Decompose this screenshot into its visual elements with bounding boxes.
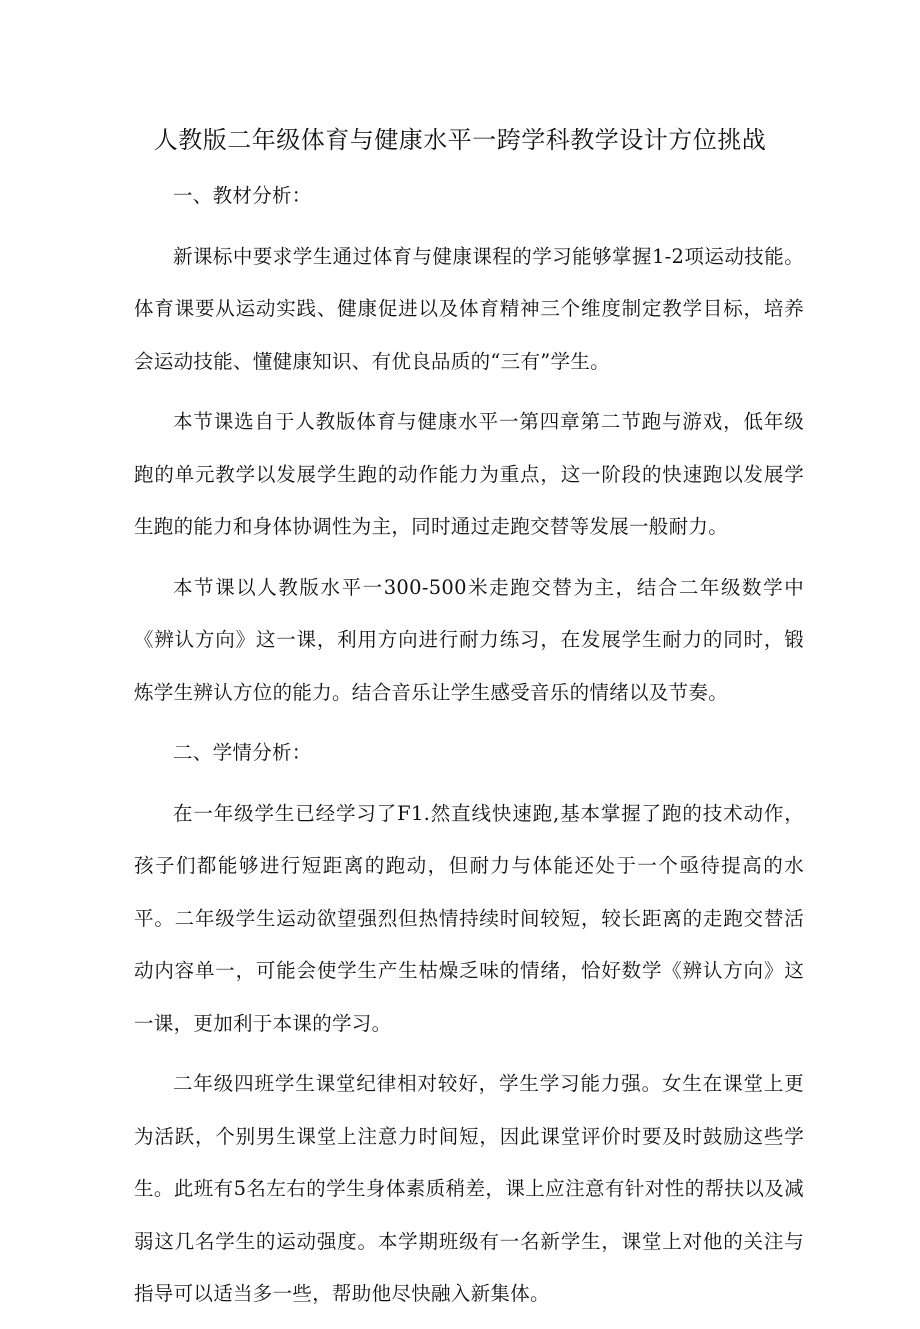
paragraph: 本节课选自于人教版体育与健康水平一第四章第二节跑与游戏，低年级跑的单元教学以发展学生跑的动作能力为重点，这一阶段的快速跑以发展学生跑的能力和身体协调性为主，同时通过走跑交替等发展一般耐力。 bbox=[134, 410, 804, 538]
document-title: 人教版二年级体育与健康水平一跨学科教学设计方位挑战 bbox=[153, 126, 767, 154]
document-body bbox=[134, 170, 804, 1329]
paragraph: 在一年级学生已经学习了F1.然直线快速跑,基本掌握了跑的技术动作，孩子们都能够进行短距离的跑动，但耐力与体能还处于一个亟待提高的水平。二年级学生运动欲望强烈但热情持续时间较短，较长距离的走跑交替活动内容单一，可能会使学生产生枯燥乏味的情绪，恰好数学《辨认方向》这一课，更加利于本课的学习。 bbox=[134, 801, 804, 1035]
paragraph: 二年级四班学生课堂纪律相对较好，学生学习能力强。女生在课堂上更为活跃，个别男生课堂上注意力时间短，因此课堂评价时要及时鼓励这些学生。此班有5名左右的学生身体素质稍差，课上应注意有针对性的帮扶以及减弱这几名学生的运动强度。本学期班级有一名新学生，课堂上对他的关注与指导可以适当多一些，帮助他尽快融入新集体。 bbox=[134, 1072, 804, 1305]
paragraph: 本节课以人教版水平一300-500米走跑交替为主，结合二年级数学中《辨认方向》这一课，利用方向进行耐力练习，在发展学生耐力的同时，锻炼学生辨认方位的能力。结合音乐让学生感受音乐的情绪以及节奏。 bbox=[134, 575, 804, 704]
section-heading-students: 二、学情分析： bbox=[173, 741, 312, 764]
paragraph: 新课标中要求学生通过体育与健康课程的学习能够掌握1-2项运动技能。体育课要从运动实践、健康促进以及体育精神三个维度制定教学目标，培养会运动技能、懂健康知识、有优良品质的“三有”学生。 bbox=[134, 244, 804, 373]
section-heading-materials: 一、教材分析： bbox=[173, 184, 312, 207]
